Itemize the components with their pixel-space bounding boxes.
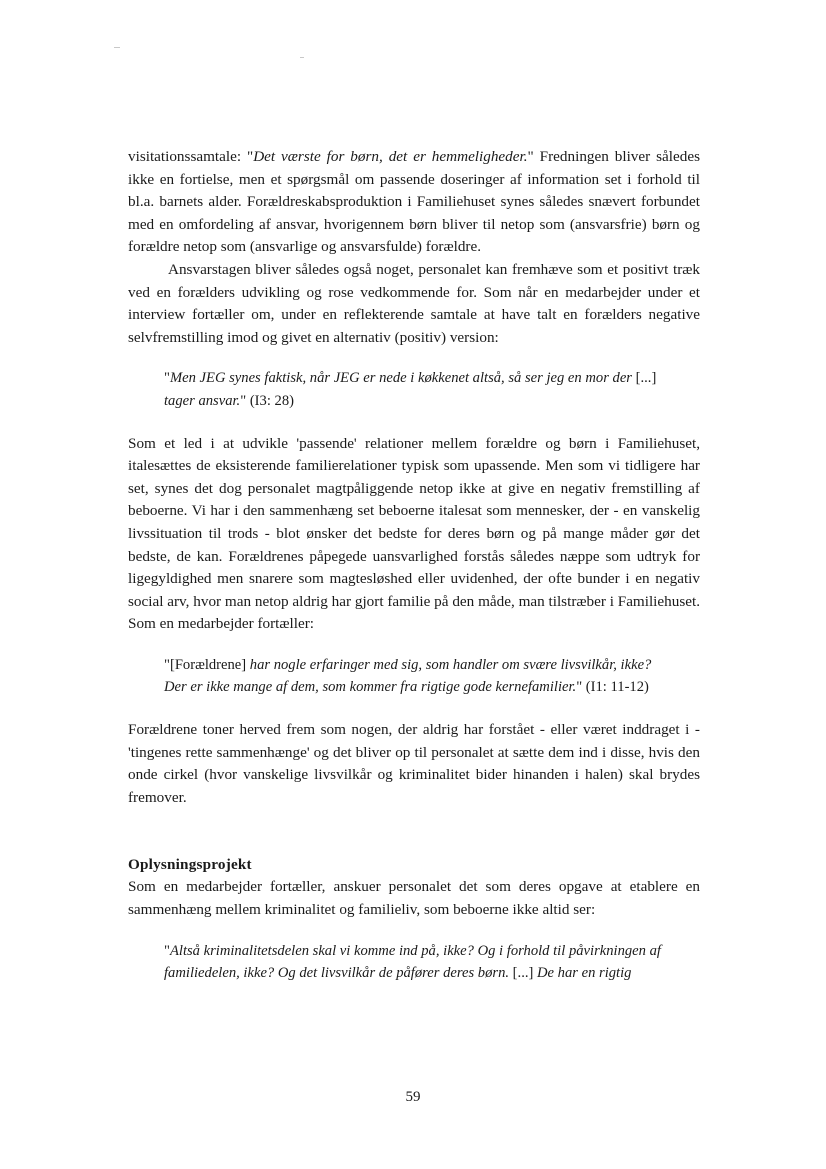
scan-mark-left	[114, 47, 120, 48]
block-quote-1	[164, 367, 664, 412]
block-quote-1-italic-2: tager ansvar.	[164, 392, 241, 409]
paragraph-1-prefix: visitationssamtale: "	[128, 148, 254, 165]
block-quote-3	[164, 940, 664, 985]
block-quote-1-italic: Men JEG synes faktisk, når JEG er nede i køkkenet altså, så ser jeg en mor der	[169, 370, 632, 387]
block-quote-3-ellipsis: [...]	[509, 965, 537, 982]
paragraph-1-text: " Fredningen bliver således ikke en fortielse, men et spørgsmål om passende doseringer af information set i forhold til bl.a. barnets alder. Forældreskabsproduktion i Familiehuset synes således snævert forbundet med en omfordeling af ansvar, hvorigennem børn bliver til netop som (ansvarsfrie) børn og forældre netop som (ansvarlige og ansvarsfulde) forældre.	[128, 148, 700, 256]
block-quote-3-italic: Altså kriminalitetsdelen skal vi komme ind på, ikke? Og i forhold til påvirkningen af familiedelen, ikke? Og det livsvilkår de påfører deres børn.	[164, 942, 661, 982]
block-quote-3-open: "	[164, 942, 170, 959]
section-title: Oplysningsprojekt	[128, 856, 252, 874]
block-quote-2-italic: har nogle erfaringer med sig, som handler om svære livsvilkår, ikke? Der er ikke mange af dem, som kommer fra rigtige gode kernefamilier.	[164, 656, 652, 696]
scan-mark-right	[300, 57, 304, 58]
paragraph-5: Som en medarbejder fortæller, anskuer personalet det som deres opgave at etablere en sammenhæng mellem kriminalitet og familieliv, som beboerne ikke altid ser:	[128, 878, 700, 919]
block-quote-2-citation: " (I1: 11-12)	[576, 679, 649, 696]
block-quote-1-open: "	[164, 370, 170, 387]
paragraph-3: Som et led i at udvikle 'passende' relationer mellem forældre og børn i Familiehuset, italesættes de eksisterende familierelationer typisk som upassende. Men som vi tidligere har set, synes det dog personalet magtpåliggende netop ikke at give en negativ fremstilling af beboerne. Vi har i den sammenhæng set beboerne italesat som mennesker, der - en vanskelig livssituation til trods - blot ønsker det bedste for deres børn og på mange måder gør det bedste, de kan. Forældrenes påpegede uansvarlighed forstås således næppe som udtryk for ligegyldighed men snarere som magtesløshed eller uvidenhed, der ofte bunder i en negativ social arv, hvor man netop aldrig har gjort familie på den måde, man tilstræber i Familiehuset. Som en medarbejder fortæller:	[128, 434, 700, 633]
paragraph-1-quote: Det værste for børn, det er hemmeligheder.	[253, 148, 528, 165]
paragraph-1	[128, 146, 700, 259]
block-quote-1-citation: " (I3: 28)	[240, 392, 294, 409]
page-body	[128, 146, 700, 1005]
block-quote-2-open: "[Forældrene]	[164, 656, 250, 673]
block-quote-3-italic-2: De har en rigtig	[537, 965, 632, 982]
page-number: 59	[405, 1089, 421, 1105]
paragraph-2: Ansvarstagen bliver således også noget, personalet kan fremhæve som et positivt træk ved en forælders udvikling og rose vedkommende for. Som når en medarbejder under et interview fortæller om, under en reflekterende samtale at have talt en forælders negative selvfremstilling imod og givet en alternativ (positiv) version:	[128, 260, 700, 346]
block-quote-1-ellipsis: [...]	[631, 370, 657, 387]
paragraph-4: Forældrene toner herved frem som nogen, der aldrig har forstået - eller været inddraget i - 'tingenes rette sammenhænge' og det bliver op til personalet at sætte dem ind i disse, hvis den onde cirkel (hvor vanskelige livsvilkår og kriminalitet bider hinanden i halen) skal brydes fremover.	[128, 721, 700, 806]
block-quote-2	[164, 654, 664, 699]
